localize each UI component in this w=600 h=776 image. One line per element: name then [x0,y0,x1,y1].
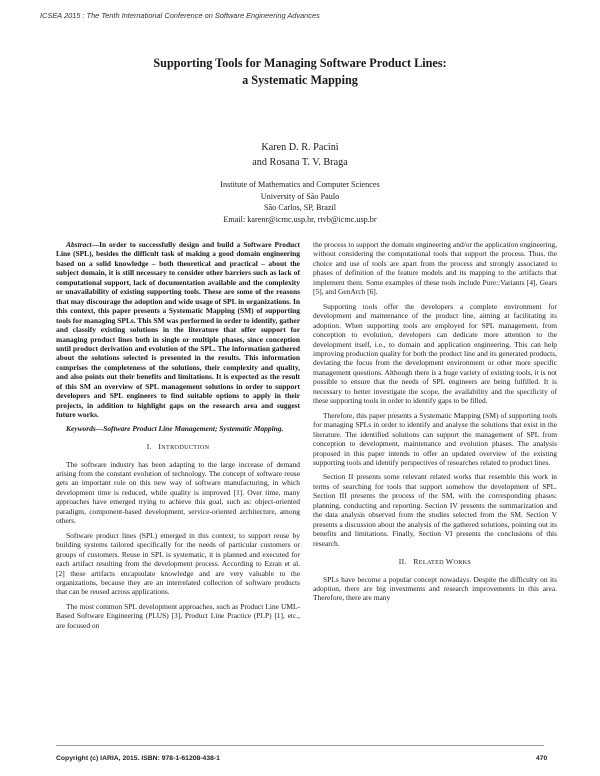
intro-paragraph-3-continued: the process to support the domain engineering and/or the application engineering, without considering the computational tools that support the process. Thus, the choice and use of tools are apart from the process and strongly associated to phases of definition of the feature models and its mapping to the artifacts that implement them. Some examples of these tools include Pure::Variants [4], Gears [5], and GenArch [6]. [313,240,557,297]
affiliation [150,179,450,225]
section-heading-introduction [56,442,300,452]
section-initial: I [158,442,162,452]
intro-paragraph-5: Therefore, this paper presents a Systematic Mapping (SM) of supporting tools for managing SPLs in order to identify and analyse the solutions that exist in the literature. The identified solutions can support the management of SPL from conception to development, maintenance and evolution phases. The analysis proposed in this paper intends to offer an updated overview of the existing supporting tools and identify perspectives of researches related to product lines. [313,410,557,467]
author-line-1: Karen D. R. Pacini [261,142,339,153]
intro-paragraph-3: The most common SPL development approaches, such as Product Line UML-Based Software Engineering (PLUS) [3], Product Line Practice (PLP) [1], etc., are focused on [56,601,300,630]
authors [150,140,450,170]
title-line-2: a Systematic Mapping [242,73,358,87]
keywords [56,424,300,433]
footer-copyright: Copyright (c) IARIA, 2015. ISBN: 978-1-61208-438-1 [56,755,220,762]
affiliation-university: University of São Paulo [260,191,340,201]
author-line-2: and Rosana T. V. Braga [252,157,348,168]
title-line-1: Supporting Tools for Managing Software Product Lines: [153,56,447,70]
affiliation-email: Email: karenr@icmc.usp.br, rtvb@icmc.usp.br [223,214,377,224]
section-rest: ELATED [418,559,446,567]
abstract-label: Abstract [66,240,92,249]
intro-paragraph-4: Supporting tools offer the developers a complete environment for development and maintenance of the product line, aiming at facilitating its adoption. When supporting tools are employed for SPL management, from conception to evolution, developers can dedicate more attention to the development itself, i.e., to domain and application engineering. This can help improving production quality for both the product line and its generated products, deviating the focus from the development environment or other more specific management questions. Although there is a huge variety of existing tools, it is not possible to ensure that the needs of SPL engineers are being fulfilled. It is necessary to better investigate the scope, the availability and the specificity of these supporting tools in order to identify gaps to be filled. [313,301,557,406]
affiliation-city: São Carlos, SP, Brazil [263,203,337,213]
abstract [56,240,300,420]
section-rest: ORKS [453,559,472,567]
footer-rule [56,745,544,746]
section-number: II. [398,557,407,567]
section-rest: NTRODUCTION [161,444,210,452]
right-column [313,240,557,603]
intro-paragraph-1: The software industry has been adapting to the large increase of demand arising from the constant evolution of technology. The concept of software reuse gets an important role on this new way of software manufacturing, in which development time is reduced, while quality is improved [1]. Over time, many approaches have emerged trying to achieve this goal, such as: object-oriented paradigm, component-based development, service-oriented architecture, among others. [56,459,300,526]
affiliation-institute: Institute of Mathematics and Computer Sciences [220,180,380,189]
keywords-label: Keywords [66,423,96,433]
intro-paragraph-2: Software product lines (SPL) emerged in this context, to support reuse by building systems tailored specifically for the needs of particular customers or groups of customers. Reuse in SPL is systematic, it is planned and executed for each artifact resulting from the development process. According to Ezran et al. [2] these artifacts encapsulate knowledge and are very valuable to the organizations, because they are an interrelated collection of software products that can be reused across applications. [56,530,300,597]
section-initial: W [445,557,454,567]
running-header: ICSEA 2015 : The Tenth International Conference on Software Engineering Advances [40,11,320,20]
left-column [56,240,300,630]
intro-paragraph-6: Section II presents some relevant related works that resemble this work in terms of searching for tools that support somehow the development of SPL. Section III presents the process of the SM, with the corresponding phases: planning, conducting and reporting. Section IV presents the summarization and the data analysis observed from the studies selected from the SM. Section V presents a discussion about the analysis of the gathered solutions, pointing out its benefits and limitations. Finally, Section VI presents the conclusions of this research. [313,472,557,548]
abstract-text: —In order to successfully design and build a Software Product Line (SPL), besides the difficult task of making a good domain engineering based on a solid knowledge – both theoretical and practical – about the subject domain, it is still necessary to consider other barriers such as lack of computational support, lack of documentation available and the complexity or unavailability of existing supporting tools. These are some of the reasons that may discourage the adoption and wide usage of SPL in organizations. In this context, this paper presents a Systematic Mapping (SM) of supporting tools for managing SPLs. This SM was performed in order to identify, gather and classify existing solutions in the literature that offer support for managing product lines both in single or multiple phases, since conception until product derivation and evolution of the SPL. The information gathered about the solutions selected is presented in the results. This information comprises the completeness of the solutions, their complexity and quality, and also points out their benefits and limitations. It is expected as the result of this SM an overview of SPL management solutions in order to support developers and SPL engineers to find suitable options to apply in their projects, in addition to highlight gaps on the research area and suggest future works. [56,240,300,420]
paper-title [60,55,540,89]
related-works-paragraph-1: SPLs have become a popular concept nowadays. Despite the difficulty on its adoption, there are big investments and research improvements in this area. Therefore, there are many [313,574,557,603]
section-number: I. [146,442,152,452]
page-number: 470 [536,755,548,762]
keywords-text: —Software Product Line Management; Systematic Mapping. [95,423,284,433]
section-heading-related-works [313,557,557,567]
section-initial: R [413,557,419,567]
